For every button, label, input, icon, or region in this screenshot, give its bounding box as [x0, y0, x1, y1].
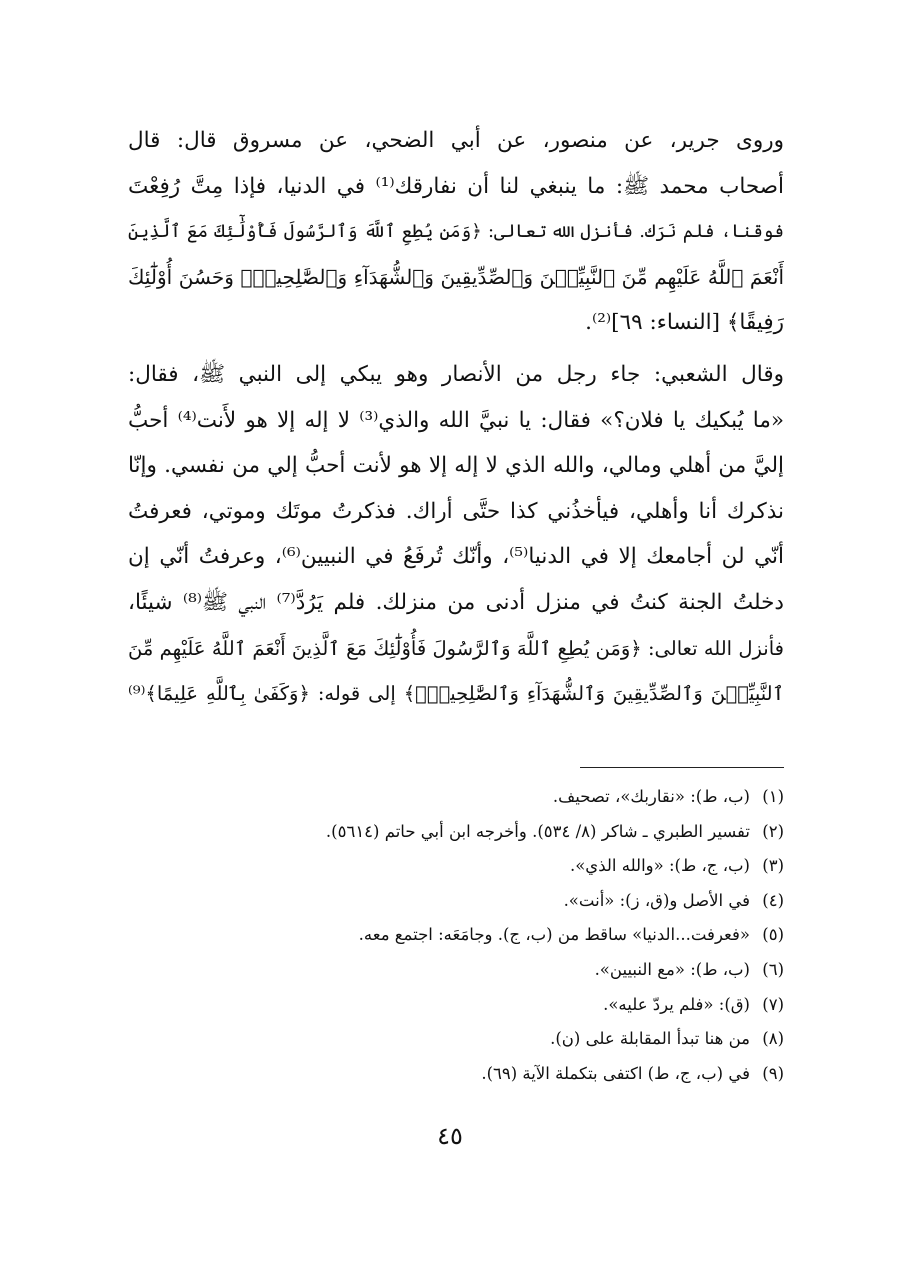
text-line: أنّي لن أجامعك إلا في الدنيا⁽⁵⁾، وأنّك تُرفَعُ في النبيين⁽⁶⁾، وعرفتُ أنّي إن — [128, 544, 784, 570]
footnote-number: (٦) — [762, 959, 784, 979]
footnote — [124, 780, 784, 815]
footnote — [124, 815, 784, 850]
text-line: دخلتُ الجنة كنتُ في منزل أدنى من منزلك. فلم يَرُدَّ⁽⁷⁾ النبي ﷺ⁽⁸⁾ شيئًا، — [128, 589, 784, 615]
footnote — [124, 988, 784, 1023]
footnote-number: (٧) — [762, 994, 784, 1014]
text-line: وروى جرير، عن منصور، عن أبي الضحي، عن مسروق قال: قال — [128, 128, 784, 153]
footnote-number: (٤) — [762, 890, 784, 910]
footnote — [124, 1057, 784, 1092]
footnote — [124, 849, 784, 884]
footnote-separator — [580, 767, 784, 768]
footnote-number: (٩) — [762, 1063, 784, 1083]
footnote — [124, 953, 784, 988]
text-line: أَنْعَمَ ٱللَّهُ عَلَيْهِم مِّنَ ٱلنَّبِيِّـۧنَ وَٱلصِّدِّيقِينَ وَٱلشُّهَدَآءِ وَٱلصَّٰلِحِينَۚ وَحَسُنَ أُوْلَٰٓئِكَ — [128, 264, 784, 289]
footnote-text: تفسير الطبري ـ شاكر (٨/ ٥٣٤). وأخرجه ابن أبي حاتم (٥٦١٤). — [325, 821, 750, 841]
text-line: فوقنا، فلم نَرَك. فأنزل الله تعالى: ﴿وَمَن يُطِعِ ٱللَّهَ وَٱلرَّسُولَ فَأُوْلَٰٓئِكَ مَعَ ٱلَّذِينَ — [128, 221, 784, 243]
footnote-text: في الأصل و(ق، ز): «أنت». — [563, 890, 750, 910]
footnote — [124, 884, 784, 919]
text-line: «ما يُبكيك يا فلان؟» فقال: يا نبيَّ الله والذي⁽³⁾ لا إله إلا هو لأَنت⁽⁴⁾ أحبُّ — [128, 407, 784, 433]
footnote-text: (ب، ط): «نقاربك»، تصحيف. — [552, 787, 750, 806]
footnote-number: (٨) — [762, 1029, 784, 1049]
text-line: نذكرك أنا وأهلي، فيأخذُني كذا حتَّى أراك. فذكرتُ موتَك وموتي، فعرفتُ — [128, 498, 784, 524]
footnote-text: (ب، ط): «مع النبيين». — [594, 959, 750, 979]
footnote-number: (١) — [762, 787, 784, 806]
text-line: رَفِيقًا﴾ [النساء: ٦٩]⁽²⁾. — [585, 310, 784, 336]
footnote-text: من هنا تبدأ المقابلة على (ن). — [550, 1029, 750, 1049]
text-line: إليَّ من أهلي ومالي، والله الذي لا إله إلا هو لأنت أحبُّ إلي من نفسي. وإنّا — [128, 453, 784, 479]
text-line: وقال الشعبي: جاء رجل من الأنصار وهو يبكي إلى النبي ﷺ، فقال: — [128, 361, 784, 387]
footnote-text: في (ب، ج، ط) اكتفى بتكملة الآية (٦٩). — [481, 1063, 750, 1083]
text-line: أصحاب محمد ﷺ: ما ينبغي لنا أن نفارقك⁽¹⁾ في الدنيا، فإذا مِتَّ رُفِعْتَ — [128, 173, 784, 199]
text-line: فأنزل الله تعالى: ﴿وَمَن يُطِعِ ٱللَّهَ وَٱلرَّسُولَ فَأُوْلَٰٓئِكَ مَعَ ٱلَّذِينَ أَنْعَمَ ٱللَّهُ عَلَيْهِم مِّنَ — [128, 636, 784, 660]
footnote-text: (ق): «فلم يردّ عليه». — [603, 994, 750, 1014]
footnote-text: «فعرفت...الدنيا» ساقط من (ب، ج). وجامَعَه: اجتمع معه. — [358, 925, 750, 945]
footnotes — [124, 780, 784, 1091]
text-line: ٱلنَّبِيِّـۧنَ وَٱلصِّدِّيقِينَ وَٱلشُّهَدَآءِ وَٱلصَّٰلِحِينَۚ﴾ إلى قوله: ﴿وَكَفَىٰ بِٱللَّهِ عَلِيمًا﴾⁽⁹⁾ — [128, 682, 784, 706]
footnote-text: (ب، ج، ط): «والله الذي». — [569, 856, 750, 876]
footnote — [124, 1022, 784, 1057]
page-number: ٤٥ — [437, 1122, 463, 1150]
body-text — [128, 118, 784, 717]
footnote-number: (٢) — [762, 821, 784, 841]
footnote-number: (٣) — [762, 856, 784, 876]
footnote — [124, 918, 784, 953]
footnote-number: (٥) — [762, 925, 784, 945]
